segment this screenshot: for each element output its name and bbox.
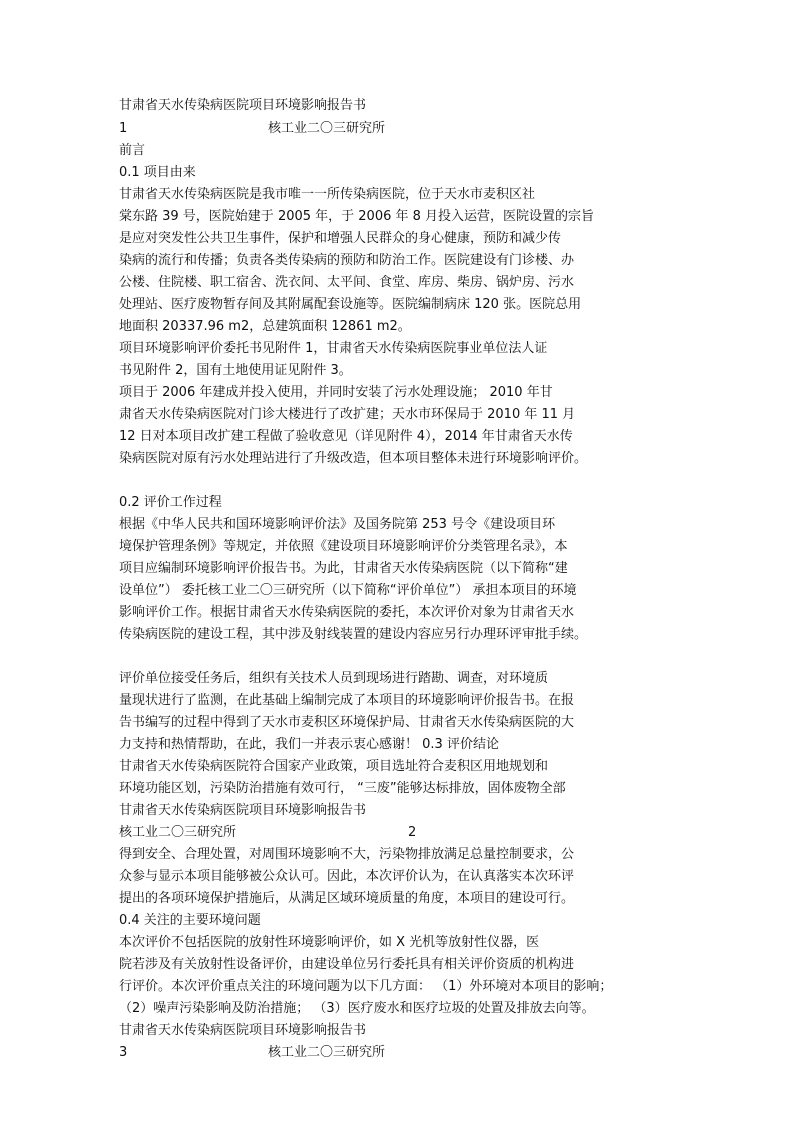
institute-name-3: 核工业二〇三研究所 <box>268 1045 386 1060</box>
paragraph-line: 影响评价工作。根据甘肃省天水传染病医院的委托，本次评价对象为甘肃省天水 <box>119 605 575 620</box>
paragraph-line: 棠东路 39 号，医院始建于 2005 年，于 2006 年 8 月投入运营，医院设置的宗旨 <box>119 209 595 224</box>
paragraph-line: 项目环境影响评价委托书见附件 1，甘肃省天水传染病医院事业单位法人证 <box>119 341 548 356</box>
institute-name-1: 核工业二〇三研究所 <box>268 121 386 136</box>
paragraph-line: 甘肃省天水传染病医院是我市唯一一所传染病医院，位于天水市麦积区社 <box>119 187 536 202</box>
paragraph-line: 公楼、住院楼、职工宿舍、洗衣间、太平间、食堂、库房、柴房、锅炉房、污水 <box>119 275 575 290</box>
paragraph-line: 行评价。本次评价重点关注的环境问题为以下几方面： （1）外环境对本项目的影响； <box>119 979 613 994</box>
paragraph-line: 处理站、医疗废物暂存间及其附属配套设施等。医院编制病床 120 张。医院总用 <box>119 297 582 312</box>
paragraph-line: 众参与显示本项目能够被公众认可。因此，本次评价认为，在认真落实本次环评 <box>119 869 575 884</box>
report-header-3: 甘肃省天水传染病医院项目环境影响报告书 <box>119 1023 367 1038</box>
paragraph-line: 境保护管理条例》等规定，并依照《建设项目环境影响评价分类管理名录》，本 <box>119 539 568 554</box>
paragraph-line: 地面积 20337.96 m2，总建筑面积 12861 m2。 <box>119 319 411 334</box>
paragraph-line: 甘肃省天水传染病医院符合国家产业政策，项目选址符合麦积区用地规划和 <box>119 759 549 774</box>
paragraph-line: 染病医院对原有污水处理站进行了升级改造，但本项目整体未进行环境影响评价。 <box>119 451 588 466</box>
paragraph-line: 量现状进行了监测，在此基础上编制完成了本项目的环境影响评价报告书。在报 <box>119 693 575 708</box>
page-number-1: 1 <box>119 121 128 136</box>
paragraph-line: 力支持和热情帮助，在此，我们一并表示衷心感谢！ 0.3 评价结论 <box>119 737 499 752</box>
report-header-2: 甘肃省天水传染病医院项目环境影响报告书 <box>119 803 367 818</box>
paragraph-line: 提出的各项环境保护措施后，从满足区域环境质量的角度，本项目的建设可行。 <box>119 891 575 906</box>
page-number-3: 3 <box>119 1045 128 1060</box>
report-header-1: 甘肃省天水传染病医院项目环境影响报告书 <box>119 98 367 113</box>
paragraph-line: 告书编写的过程中得到了天水市麦积区环境保护局、甘肃省天水传染病医院的大 <box>119 715 575 730</box>
paragraph-line: 评价单位接受任务后，组织有关技术人员到现场进行踏勘、调查，对环境质 <box>119 671 549 686</box>
paragraph-line: （2）噪声污染影响及防治措施； （3）医疗废水和医疗垃圾的处置及排放去向等。 <box>119 1001 595 1016</box>
paragraph-line: 本次评价不包括医院的放射性环境影响评价，如 X 光机等放射性仪器，医 <box>119 935 540 950</box>
section-heading-0-1: 0.1 项目由来 <box>119 165 196 180</box>
paragraph-line: 根据《中华人民共和国环境影响评价法》及国务院第 253 号令《建设项目环 <box>119 517 556 532</box>
paragraph-line: 环境功能区划，污染防治措施有效可行， “三废”能够达标排放，固体废物全部 <box>119 781 566 796</box>
paragraph-line: 项目应编制环境影响评价报告书。为此，甘肃省天水传染病医院（以下简称“建 <box>119 561 568 576</box>
paragraph-line: 传染病医院的建设工程，其中涉及射线装置的建设内容应另行办理环评审批手续。 <box>119 627 588 642</box>
paragraph-line: 院若涉及有关放射性设备评价，由建设单位另行委托具有相关评价资质的机构进 <box>119 957 575 972</box>
section-title-preface: 前言 <box>119 143 146 158</box>
paragraph-line: 是应对突发性公共卫生事件，保护和增强人民群众的身心健康，预防和减少传 <box>119 231 562 246</box>
paragraph-line: 肃省天水传染病医院对门诊大楼进行了改扩建；天水市环保局于 2010 年 11 月 <box>119 407 576 422</box>
page-number-2: 2 <box>408 825 417 840</box>
paragraph-line: 书见附件 2，国有土地使用证见附件 3。 <box>119 363 352 378</box>
paragraph-line: 染病的流行和传播；负责各类传染病的预防和防治工作。医院建设有门诊楼、办 <box>119 253 575 268</box>
paragraph-line: 项目于 2006 年建成并投入使用，并同时安装了污水处理设施； 2010 年甘 <box>119 385 553 400</box>
paragraph-line: 12 日对本项目改扩建工程做了验收意见（详见附件 4），2014 年甘肃省天水传 <box>119 429 573 444</box>
section-heading-0-4: 0.4 关注的主要环境问题 <box>119 913 261 928</box>
paragraph-line: 设单位”） 委托核工业二〇三研究所（以下简称“评价单位”） 承担本项目的环境 <box>119 583 577 598</box>
paragraph-line: 得到安全、合理处置，对周围环境影响不大，污染物排放满足总量控制要求，公 <box>119 847 575 862</box>
institute-name-2: 核工业二〇三研究所 <box>119 825 237 840</box>
section-heading-0-2: 0.2 评价工作过程 <box>119 495 222 510</box>
